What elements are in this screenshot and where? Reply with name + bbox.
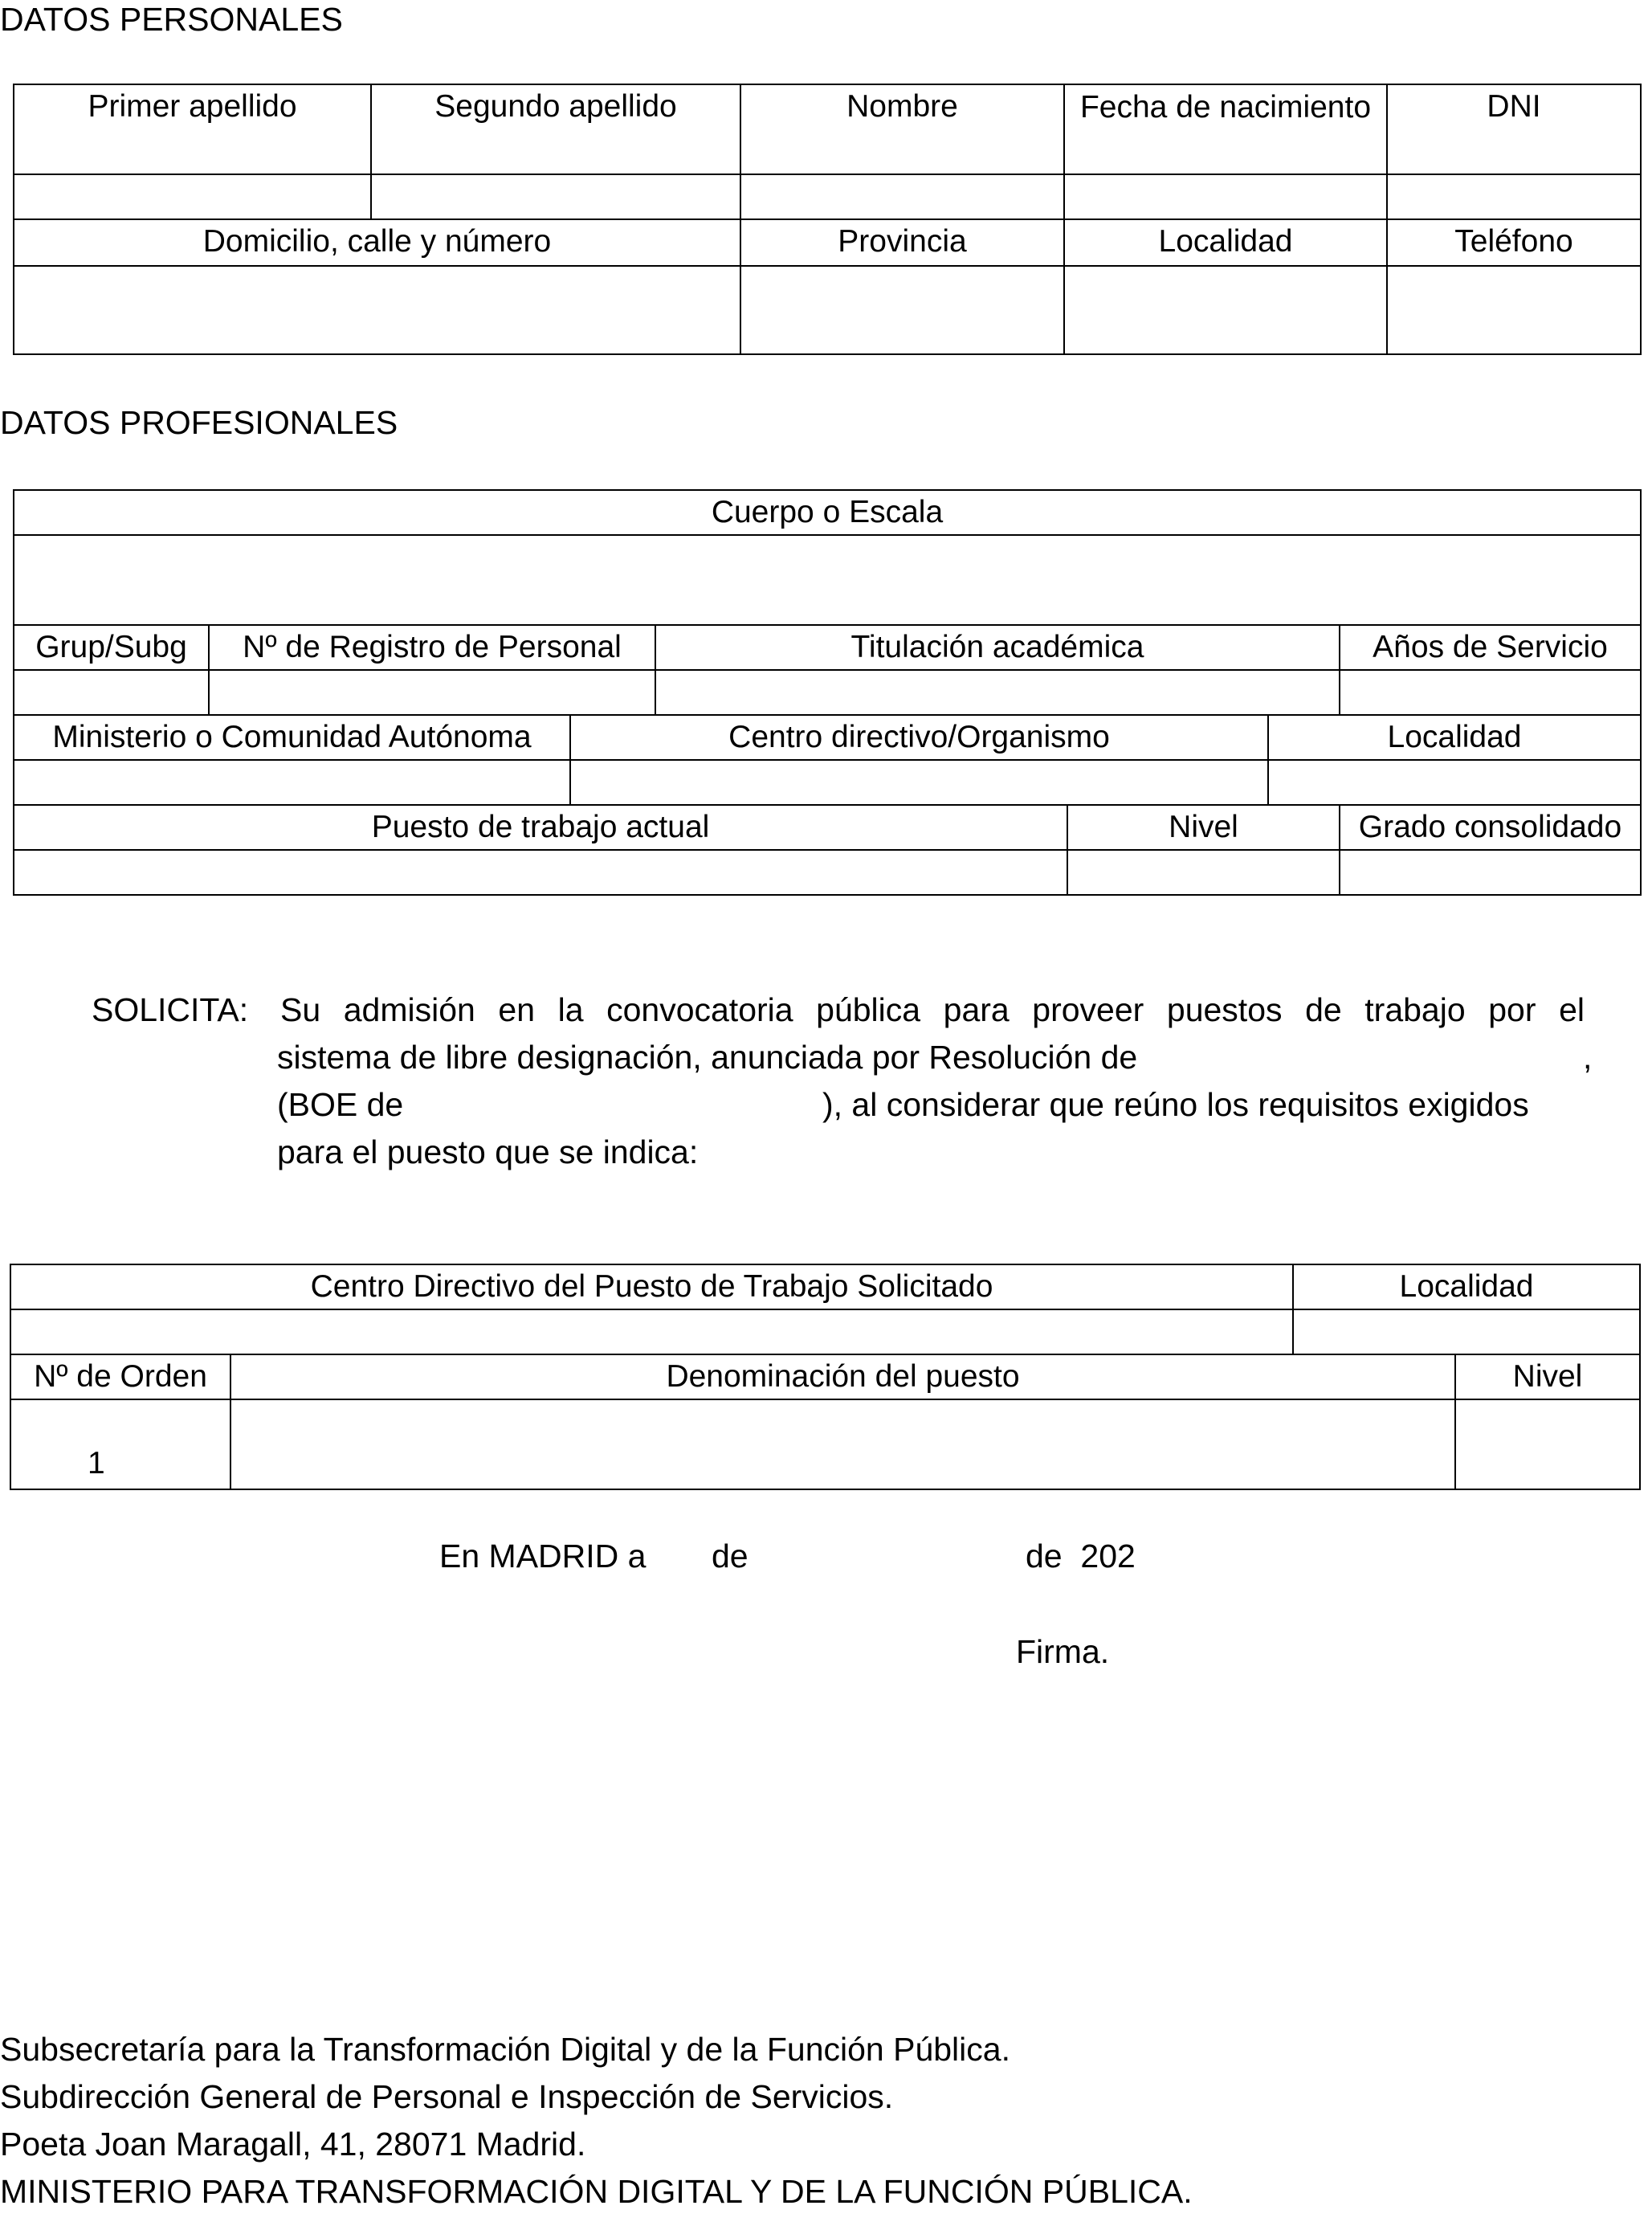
footer-line-4: MINISTERIO PARA TRANSFORMACIÓN DIGITAL Y DE LA FUNCIÓN PÚBLICA. (0, 2173, 1193, 2210)
header-localidad: Localidad (1064, 219, 1387, 266)
header-provincia: Provincia (740, 219, 1064, 266)
input-dni[interactable] (1387, 174, 1641, 219)
professional-row-2 (13, 624, 1642, 716)
professional-data-table (13, 489, 1642, 626)
solicita-label: SOLICITA: (92, 991, 249, 1028)
input-titulacion[interactable] (655, 670, 1340, 715)
request-line-2: sistema de libre designación, anunciada por Resolución de (277, 1039, 1138, 1076)
header-nombre: Nombre (740, 84, 1064, 174)
personal-data-table (13, 84, 1642, 355)
input-registro-personal[interactable] (209, 670, 655, 715)
request-line-3-boe: (BOE de (277, 1086, 404, 1123)
footer-line-3: Poeta Joan Maragall, 41, 28071 Madrid. (0, 2126, 586, 2163)
header-telefono: Teléfono (1387, 219, 1641, 266)
input-puesto-actual[interactable] (14, 850, 1067, 895)
professional-data-heading: DATOS PROFESIONALES (0, 404, 398, 441)
request-line-4: para el puesto que se indica: (277, 1133, 699, 1170)
request-line-2-comma: , (1583, 1039, 1593, 1076)
professional-row-4 (13, 804, 1642, 896)
input-denominacion-puesto[interactable] (230, 1399, 1455, 1489)
header-centro-directivo-solicitado: Centro Directivo del Puesto de Trabajo Solicitado (10, 1264, 1293, 1309)
input-cuerpo-escala[interactable] (14, 535, 1641, 625)
input-grup-subg[interactable] (14, 670, 209, 715)
input-anos-servicio[interactable] (1340, 670, 1641, 715)
header-grup-subg: Grup/Subg (14, 625, 209, 670)
input-centro-directivo-solicitado[interactable] (10, 1309, 1293, 1354)
header-centro-directivo: Centro directivo/Organismo (570, 715, 1268, 760)
input-telefono[interactable] (1387, 266, 1641, 354)
header-localidad-prof: Localidad (1268, 715, 1641, 760)
request-line-3-rest: ), al considerar que reúno los requisitos exigidos (822, 1086, 1529, 1123)
request-line-1: Su admisión en la convocatoria pública para proveer puestos de trabajo por el (280, 991, 1585, 1028)
input-primer-apellido[interactable] (14, 174, 371, 219)
header-registro-personal: Nº de Registro de Personal (209, 625, 655, 670)
input-localidad-prof[interactable] (1268, 760, 1641, 805)
input-localidad[interactable] (1064, 266, 1387, 354)
input-fecha-nacimiento[interactable] (1064, 174, 1387, 219)
header-fecha-nacimiento: Fecha de nacimiento (1064, 84, 1387, 174)
position-row-2 (10, 1354, 1641, 1490)
header-primer-apellido: Primer apellido (14, 84, 371, 174)
position-row-1 (10, 1264, 1641, 1355)
header-segundo-apellido: Segundo apellido (371, 84, 740, 174)
personal-data-heading: DATOS PERSONALES (0, 1, 343, 38)
header-nivel-solicitado: Nivel (1455, 1354, 1640, 1399)
input-segundo-apellido[interactable] (371, 174, 740, 219)
signature-de-1: de (712, 1538, 748, 1574)
footer-line-2: Subdirección General de Personal e Inspección de Servicios. (0, 2078, 894, 2115)
input-provincia[interactable] (740, 266, 1064, 354)
professional-row-3 (13, 714, 1642, 806)
input-ministerio[interactable] (14, 760, 570, 805)
header-anos-servicio: Años de Servicio (1340, 625, 1641, 670)
input-domicilio[interactable] (14, 266, 740, 354)
header-puesto-actual: Puesto de trabajo actual (14, 805, 1067, 850)
header-localidad-solicitada: Localidad (1293, 1264, 1640, 1309)
header-ministerio: Ministerio o Comunidad Autónoma (14, 715, 570, 760)
signature-place: En MADRID a (439, 1538, 647, 1574)
signature-de-2: de 202 (1026, 1538, 1136, 1574)
header-domicilio: Domicilio, calle y número (14, 219, 740, 266)
header-grado-consolidado: Grado consolidado (1340, 805, 1641, 850)
signature-firma: Firma. (1016, 1633, 1110, 1670)
header-denominacion-puesto: Denominación del puesto (230, 1354, 1455, 1399)
footer-line-1: Subsecretaría para la Transformación Digital y de la Función Pública. (0, 2031, 1010, 2068)
header-dni: DNI (1387, 84, 1641, 174)
input-grado-consolidado[interactable] (1340, 850, 1641, 895)
header-nivel: Nivel (1067, 805, 1340, 850)
order-number-cell: 1 (10, 1399, 230, 1489)
header-numero-orden: Nº de Orden (10, 1354, 230, 1399)
input-nivel[interactable] (1067, 850, 1340, 895)
input-nombre[interactable] (740, 174, 1064, 219)
header-titulacion: Titulación académica (655, 625, 1340, 670)
input-centro-directivo[interactable] (570, 760, 1268, 805)
input-nivel-solicitado[interactable] (1455, 1399, 1640, 1489)
input-localidad-solicitada[interactable] (1293, 1309, 1640, 1354)
header-cuerpo-escala: Cuerpo o Escala (14, 490, 1641, 535)
